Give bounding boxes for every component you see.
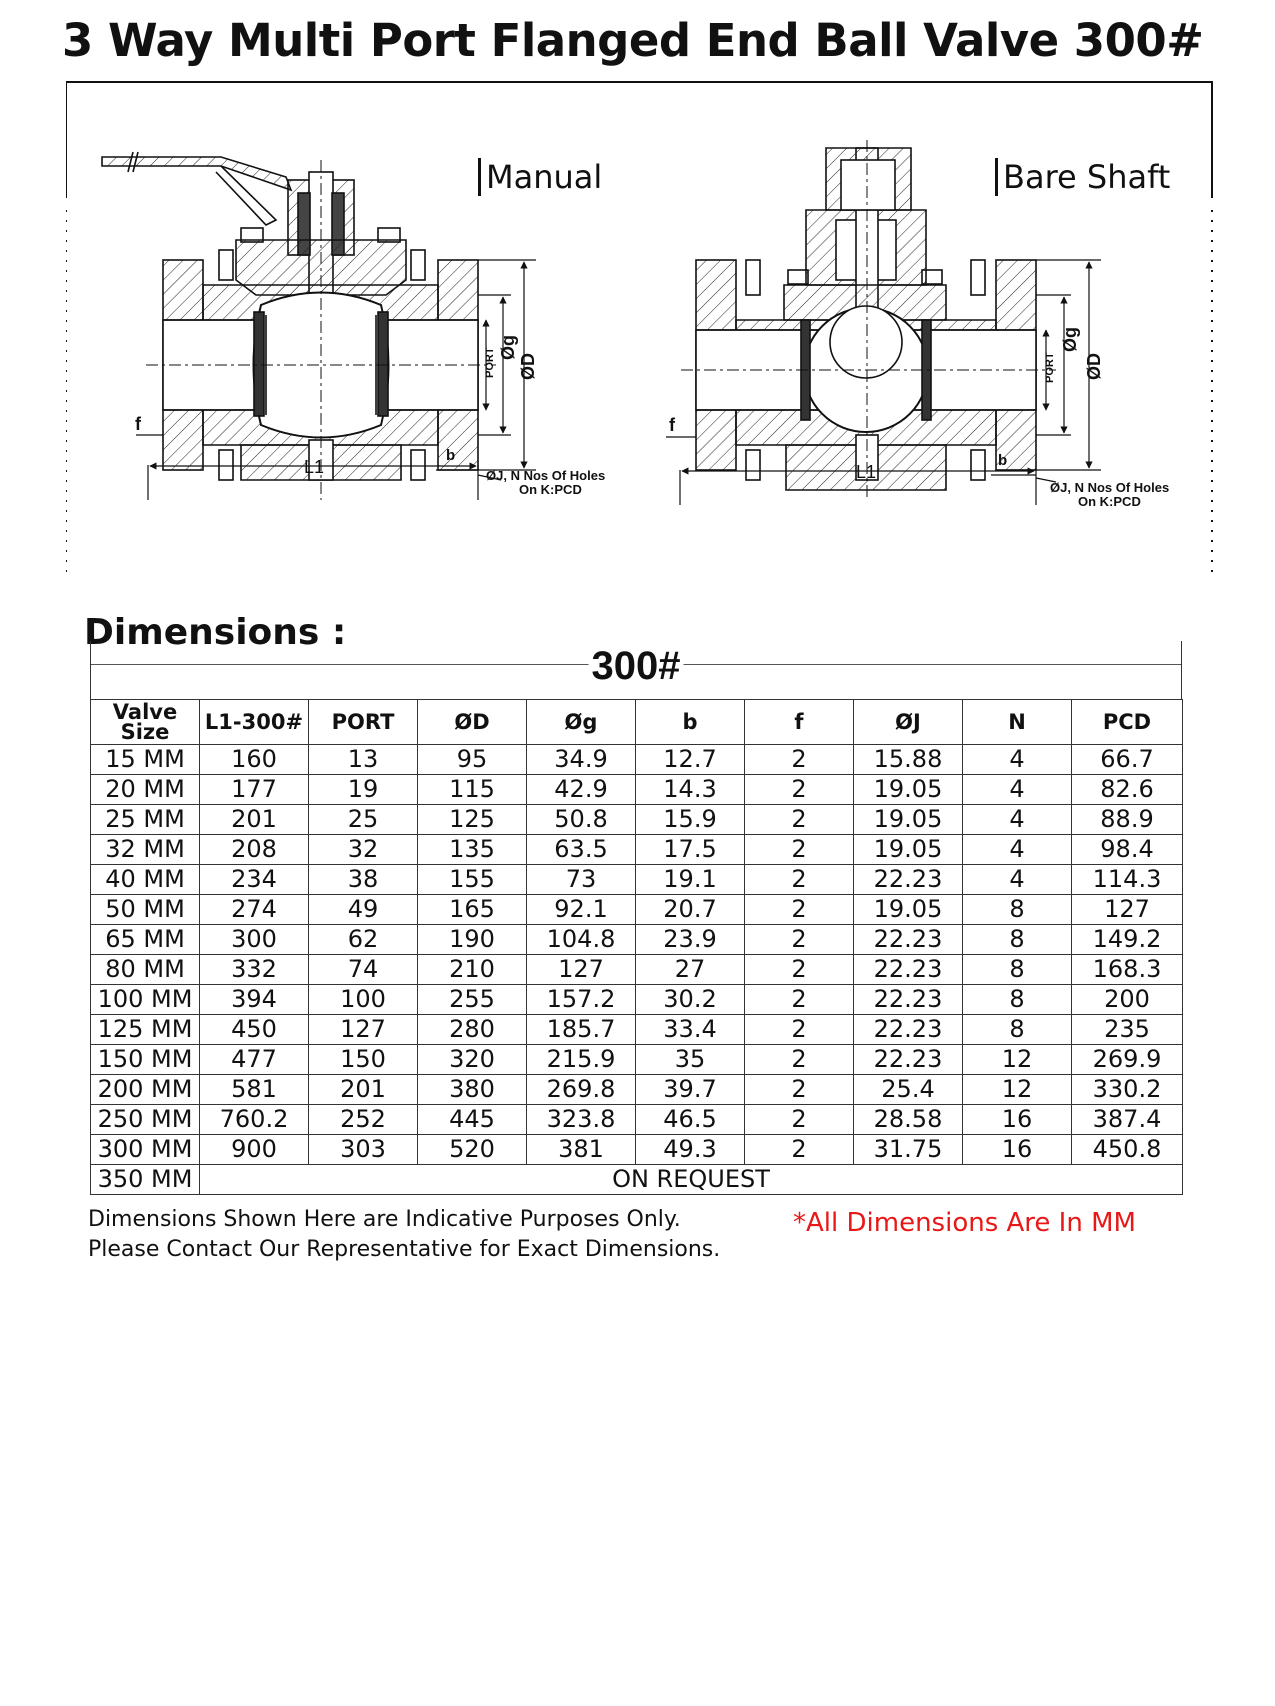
- table-cell: 332: [200, 955, 309, 985]
- table-cell: 34.9: [527, 745, 636, 775]
- table-cell: 127: [309, 1015, 418, 1045]
- table-cell: 12: [963, 1075, 1072, 1105]
- table-cell: 25 MM: [91, 805, 200, 835]
- table-cell: 65 MM: [91, 925, 200, 955]
- table-cell: 177: [200, 775, 309, 805]
- valve-drawings: [66, 80, 1213, 577]
- table-cell: 201: [200, 805, 309, 835]
- dimensions-heading: Dimensions :: [84, 612, 347, 653]
- table-cell: 210: [418, 955, 527, 985]
- bare-shaft-valve-drawing: [681, 140, 1056, 500]
- table-cell: 2: [745, 1075, 854, 1105]
- table-row: [91, 745, 1183, 775]
- table-cell: 32 MM: [91, 835, 200, 865]
- table-cell: 66.7: [1072, 745, 1183, 775]
- table-cell: 42.9: [527, 775, 636, 805]
- manual-dim-f: f: [135, 414, 141, 434]
- on-request-cell: ON REQUEST: [200, 1165, 1183, 1195]
- manual-holes-note-2: On K:PCD: [519, 482, 582, 497]
- bare-shaft-dim-D: ØD: [1084, 353, 1104, 380]
- column-header: ØD: [418, 700, 527, 745]
- table-cell: 19.05: [854, 805, 963, 835]
- table-cell: 450.8: [1072, 1135, 1183, 1165]
- table-cell: 200 MM: [91, 1075, 200, 1105]
- table-cell: 2: [745, 835, 854, 865]
- dimensions-table-wrap: [90, 641, 1182, 1195]
- column-header: L1-300#: [200, 700, 309, 745]
- manual-holes-note-1: ØJ, N Nos Of Holes: [486, 468, 606, 483]
- note-contact: Please Contact Our Representative for Exact Dimensions.: [88, 1237, 721, 1262]
- manual-dim-port: PORT: [484, 347, 496, 378]
- table-cell: 100 MM: [91, 985, 200, 1015]
- table-cell: 445: [418, 1105, 527, 1135]
- table-cell: 280: [418, 1015, 527, 1045]
- table-cell: 22.23: [854, 925, 963, 955]
- drawing-frame: [66, 80, 1213, 577]
- table-cell: 394: [200, 985, 309, 1015]
- table-cell: 19: [309, 775, 418, 805]
- table-cell: 269.9: [1072, 1045, 1183, 1075]
- table-cell: 115: [418, 775, 527, 805]
- table-cell: 8: [963, 925, 1072, 955]
- column-header: f: [745, 700, 854, 745]
- column-header: PORT: [309, 700, 418, 745]
- table-cell: 8: [963, 985, 1072, 1015]
- table-cell: 381: [527, 1135, 636, 1165]
- table-cell: 208: [200, 835, 309, 865]
- bare-shaft-dim-b: b: [998, 452, 1008, 469]
- table-cell: 760.2: [200, 1105, 309, 1135]
- column-header: b: [636, 700, 745, 745]
- table-cell: 320: [418, 1045, 527, 1075]
- table-cell: 62: [309, 925, 418, 955]
- table-cell: 80 MM: [91, 955, 200, 985]
- table-cell: 300: [200, 925, 309, 955]
- table-cell: 135: [418, 835, 527, 865]
- table-cell: 2: [745, 895, 854, 925]
- table-row: [91, 1105, 1183, 1135]
- table-cell: 95: [418, 745, 527, 775]
- table-cell: 8: [963, 895, 1072, 925]
- table-cell: 2: [745, 1135, 854, 1165]
- table-cell: 274: [200, 895, 309, 925]
- table-cell: 39.7: [636, 1075, 745, 1105]
- column-header: Valve Size: [91, 700, 200, 745]
- table-cell: 900: [200, 1135, 309, 1165]
- table-cell: 2: [745, 1045, 854, 1075]
- table-row: [91, 775, 1183, 805]
- table-cell: 15.9: [636, 805, 745, 835]
- table-cell: 200: [1072, 985, 1183, 1015]
- table-cell: 33.4: [636, 1015, 745, 1045]
- table-cell: 185.7: [527, 1015, 636, 1045]
- table-cell: 165: [418, 895, 527, 925]
- table-cell: 73: [527, 865, 636, 895]
- table-cell: 149.2: [1072, 925, 1183, 955]
- table-cell: 235: [1072, 1015, 1183, 1045]
- table-cell: 2: [745, 775, 854, 805]
- table-cell: 255: [418, 985, 527, 1015]
- table-cell: 4: [963, 865, 1072, 895]
- table-cell: 269.8: [527, 1075, 636, 1105]
- table-cell: 49: [309, 895, 418, 925]
- table-cell: 30.2: [636, 985, 745, 1015]
- table-cell: 2: [745, 745, 854, 775]
- table-cell: 74: [309, 955, 418, 985]
- table-cell: 98.4: [1072, 835, 1183, 865]
- table-cell: 19.05: [854, 835, 963, 865]
- table-cell: 19.05: [854, 775, 963, 805]
- table-cell: 125 MM: [91, 1015, 200, 1045]
- table-cell: 88.9: [1072, 805, 1183, 835]
- table-row: [91, 805, 1183, 835]
- table-cell: 15.88: [854, 745, 963, 775]
- page-title: 3 Way Multi Port Flanged End Ball Valve 300#: [62, 14, 1204, 67]
- table-row: [91, 985, 1183, 1015]
- table-cell: 2: [745, 805, 854, 835]
- table-cell: 31.75: [854, 1135, 963, 1165]
- bare-shaft-dim-f: f: [669, 415, 675, 435]
- table-cell: 25.4: [854, 1075, 963, 1105]
- units-note: *All Dimensions Are In MM: [793, 1208, 1136, 1238]
- manual-dim-D: ØD: [518, 353, 538, 380]
- table-row: [91, 865, 1183, 895]
- column-header: N: [963, 700, 1072, 745]
- table-cell: 190: [418, 925, 527, 955]
- table-cell: 127: [1072, 895, 1183, 925]
- table-cell: 40 MM: [91, 865, 200, 895]
- bare-shaft-dim-L1: L1: [856, 462, 877, 482]
- table-cell: 127: [527, 955, 636, 985]
- table-cell: 4: [963, 745, 1072, 775]
- bare-shaft-holes-note-2: On K:PCD: [1078, 494, 1141, 509]
- table-row: [91, 1135, 1183, 1165]
- manual-dim-g: Øg: [498, 335, 518, 360]
- table-cell: 20 MM: [91, 775, 200, 805]
- table-cell: 581: [200, 1075, 309, 1105]
- table-row: [91, 895, 1183, 925]
- table-cell: 19.05: [854, 895, 963, 925]
- bare-shaft-dim-g: Øg: [1060, 327, 1080, 352]
- table-cell: 477: [200, 1045, 309, 1075]
- note-indicative: Dimensions Shown Here are Indicative Purposes Only.: [88, 1207, 681, 1232]
- table-cell: 2: [745, 985, 854, 1015]
- table-cell: 380: [418, 1075, 527, 1105]
- table-row: [91, 1015, 1183, 1045]
- table-cell: 19.1: [636, 865, 745, 895]
- table-cell: 15 MM: [91, 745, 200, 775]
- manual-dim-L1: L1: [304, 457, 325, 477]
- table-cell: 4: [963, 805, 1072, 835]
- table-cell: 155: [418, 865, 527, 895]
- table-cell: 63.5: [527, 835, 636, 865]
- table-cell: 330.2: [1072, 1075, 1183, 1105]
- table-cell: 25: [309, 805, 418, 835]
- table-cell: 157.2: [527, 985, 636, 1015]
- table-cell: 8: [963, 1015, 1072, 1045]
- table-cell: 2: [745, 955, 854, 985]
- table-cell: 82.6: [1072, 775, 1183, 805]
- table-cell: 49.3: [636, 1135, 745, 1165]
- table-cell: 520: [418, 1135, 527, 1165]
- table-cell: 350 MM: [91, 1165, 200, 1195]
- table-cell: 92.1: [527, 895, 636, 925]
- table-cell: 16: [963, 1105, 1072, 1135]
- table-cell: 4: [963, 835, 1072, 865]
- table-row: [91, 1045, 1183, 1075]
- table-cell: 250 MM: [91, 1105, 200, 1135]
- table-cell: 16: [963, 1135, 1072, 1165]
- pressure-class: 300#: [589, 641, 684, 691]
- bare-shaft-label: Bare Shaft: [1003, 158, 1171, 196]
- table-cell: 150: [309, 1045, 418, 1075]
- table-cell: 22.23: [854, 1045, 963, 1075]
- manual-label: Manual: [486, 158, 603, 196]
- table-cell: 168.3: [1072, 955, 1183, 985]
- table-cell: 35: [636, 1045, 745, 1075]
- table-cell: 46.5: [636, 1105, 745, 1135]
- table-cell: 12.7: [636, 745, 745, 775]
- table-cell: 2: [745, 1015, 854, 1045]
- table-cell: 252: [309, 1105, 418, 1135]
- table-row-on-request: [91, 1165, 1183, 1195]
- table-cell: 2: [745, 925, 854, 955]
- table-cell: 100: [309, 985, 418, 1015]
- table-cell: 160: [200, 745, 309, 775]
- table-cell: 104.8: [527, 925, 636, 955]
- table-cell: 28.58: [854, 1105, 963, 1135]
- column-header: PCD: [1072, 700, 1183, 745]
- table-cell: 8: [963, 955, 1072, 985]
- table-cell: 234: [200, 865, 309, 895]
- table-cell: 215.9: [527, 1045, 636, 1075]
- table-cell: 150 MM: [91, 1045, 200, 1075]
- column-header: Øg: [527, 700, 636, 745]
- table-cell: 17.5: [636, 835, 745, 865]
- table-cell: 38: [309, 865, 418, 895]
- table-cell: 114.3: [1072, 865, 1183, 895]
- table-cell: 2: [745, 1105, 854, 1135]
- table-cell: 2: [745, 865, 854, 895]
- manual-dim-b: b: [446, 447, 456, 464]
- table-cell: 22.23: [854, 985, 963, 1015]
- table-cell: 13: [309, 745, 418, 775]
- table-cell: 32: [309, 835, 418, 865]
- dimensions-table: [90, 699, 1183, 1195]
- column-header: ØJ: [854, 700, 963, 745]
- table-cell: 300 MM: [91, 1135, 200, 1165]
- table-header-row: [91, 700, 1183, 745]
- table-cell: 20.7: [636, 895, 745, 925]
- table-row: [91, 835, 1183, 865]
- table-row: [91, 925, 1183, 955]
- manual-valve-drawing: [102, 152, 496, 500]
- table-row: [91, 955, 1183, 985]
- table-cell: 4: [963, 775, 1072, 805]
- table-row: [91, 1075, 1183, 1105]
- table-cell: 201: [309, 1075, 418, 1105]
- table-cell: 12: [963, 1045, 1072, 1075]
- table-cell: 387.4: [1072, 1105, 1183, 1135]
- table-cell: 303: [309, 1135, 418, 1165]
- table-cell: 22.23: [854, 1015, 963, 1045]
- table-cell: 50.8: [527, 805, 636, 835]
- table-cell: 23.9: [636, 925, 745, 955]
- table-cell: 22.23: [854, 955, 963, 985]
- table-cell: 50 MM: [91, 895, 200, 925]
- table-cell: 22.23: [854, 865, 963, 895]
- table-cell: 14.3: [636, 775, 745, 805]
- bare-shaft-dim-port: PORT: [1044, 352, 1056, 383]
- table-cell: 323.8: [527, 1105, 636, 1135]
- table-cell: 125: [418, 805, 527, 835]
- table-cell: 27: [636, 955, 745, 985]
- table-cell: 450: [200, 1015, 309, 1045]
- table-body: [91, 745, 1183, 1195]
- bare-shaft-holes-note-1: ØJ, N Nos Of Holes: [1050, 480, 1170, 495]
- table-caption: [90, 641, 1182, 699]
